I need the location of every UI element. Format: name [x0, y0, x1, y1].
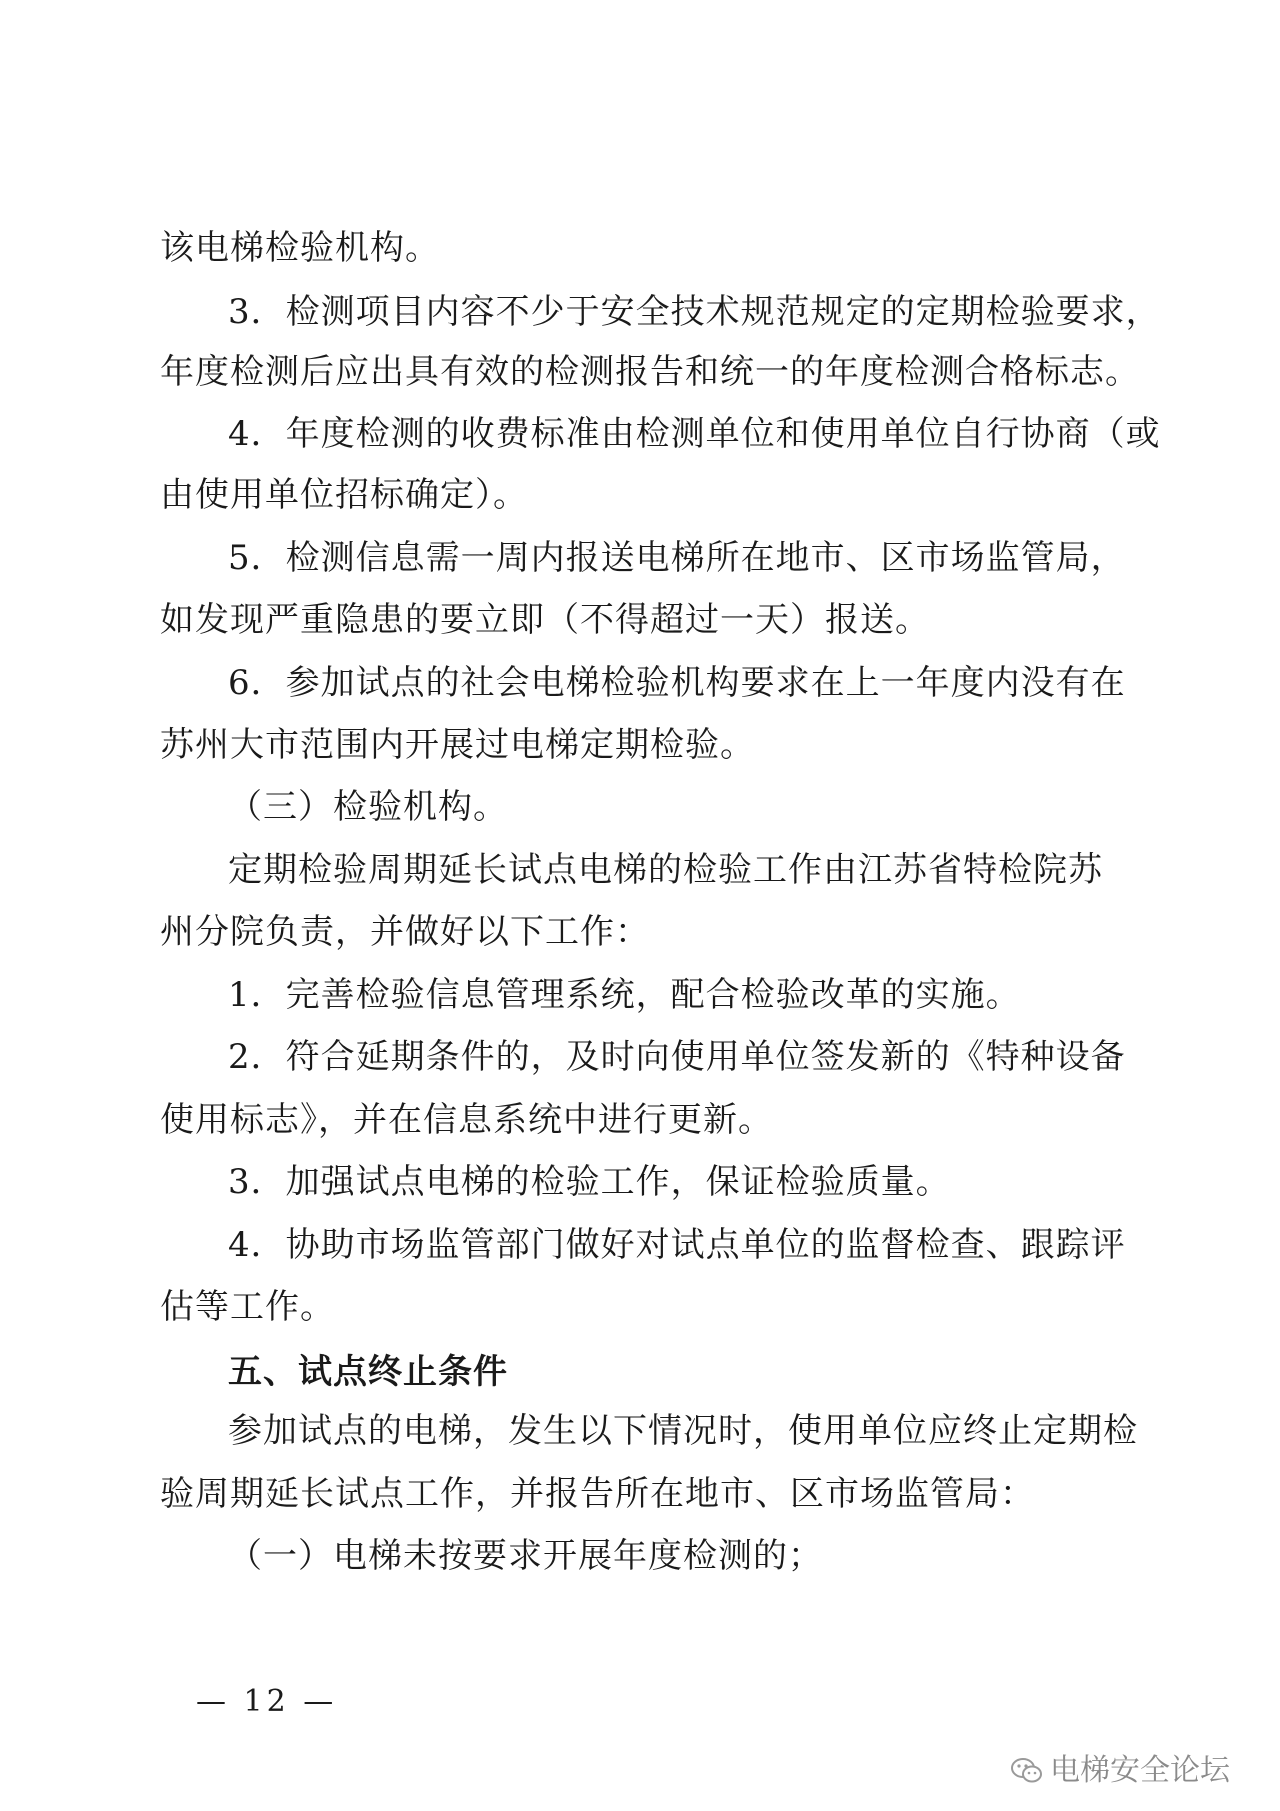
paragraph-line: 如发现严重隐患的要立即（不得超过一天）报送。 — [160, 600, 930, 640]
section-heading: 五、试点终止条件 — [228, 1352, 508, 1392]
paragraph-line: 4．协助市场监管部门做好对试点单位的监督检查、跟踪评 — [228, 1225, 1126, 1265]
paragraph-line: 州分院负责，并做好以下工作： — [160, 912, 650, 952]
section-subheading: （三）检验机构。 — [228, 787, 508, 827]
paragraph-line: 4．年度检测的收费标准由检测单位和使用单位自行协商（或 — [228, 414, 1161, 454]
paragraph-line: 由使用单位招标确定）。 — [160, 475, 528, 515]
paragraph-line: 3．加强试点电梯的检验工作，保证检验质量。 — [228, 1162, 951, 1202]
paragraph-line: 估等工作。 — [160, 1287, 335, 1327]
paragraph-line: 2．符合延期条件的，及时向使用单位签发新的《特种设备 — [228, 1037, 1126, 1077]
paragraph-line: 6．参加试点的社会电梯检验机构要求在上一年度内没有在 — [228, 663, 1126, 703]
paragraph-line: 1．完善检验信息管理系统，配合检验改革的实施。 — [228, 975, 1021, 1015]
watermark — [1010, 1753, 1230, 1789]
paragraph-line: 3．检测项目内容不少于安全技术规范规定的定期检验要求， — [228, 292, 1161, 332]
wechat-icon — [1010, 1756, 1044, 1786]
paragraph-line: 5．检测信息需一周内报送电梯所在地市、区市场监管局， — [228, 538, 1126, 578]
paragraph-line: 年度检测后应出具有效的检测报告和统一的年度检测合格标志。 — [160, 352, 1140, 392]
paragraph-line: 定期检验周期延长试点电梯的检验工作由江苏省特检院苏 — [228, 850, 1103, 890]
paragraph-line: 该电梯检验机构。 — [160, 228, 440, 268]
paragraph-line: （一）电梯未按要求开展年度检测的； — [228, 1536, 823, 1576]
paragraph-line: 验周期延长试点工作，并报告所在地市、区市场监管局： — [160, 1474, 1035, 1514]
paragraph-line: 苏州大市范围内开展过电梯定期检验。 — [160, 725, 755, 765]
watermark-text: 电梯安全论坛 — [1050, 1753, 1230, 1788]
page-number: — 12 — — [196, 1684, 338, 1719]
paragraph-line: 使用标志》，并在信息系统中进行更新。 — [160, 1100, 773, 1140]
paragraph-line: 参加试点的电梯，发生以下情况时，使用单位应终止定期检 — [228, 1411, 1138, 1451]
